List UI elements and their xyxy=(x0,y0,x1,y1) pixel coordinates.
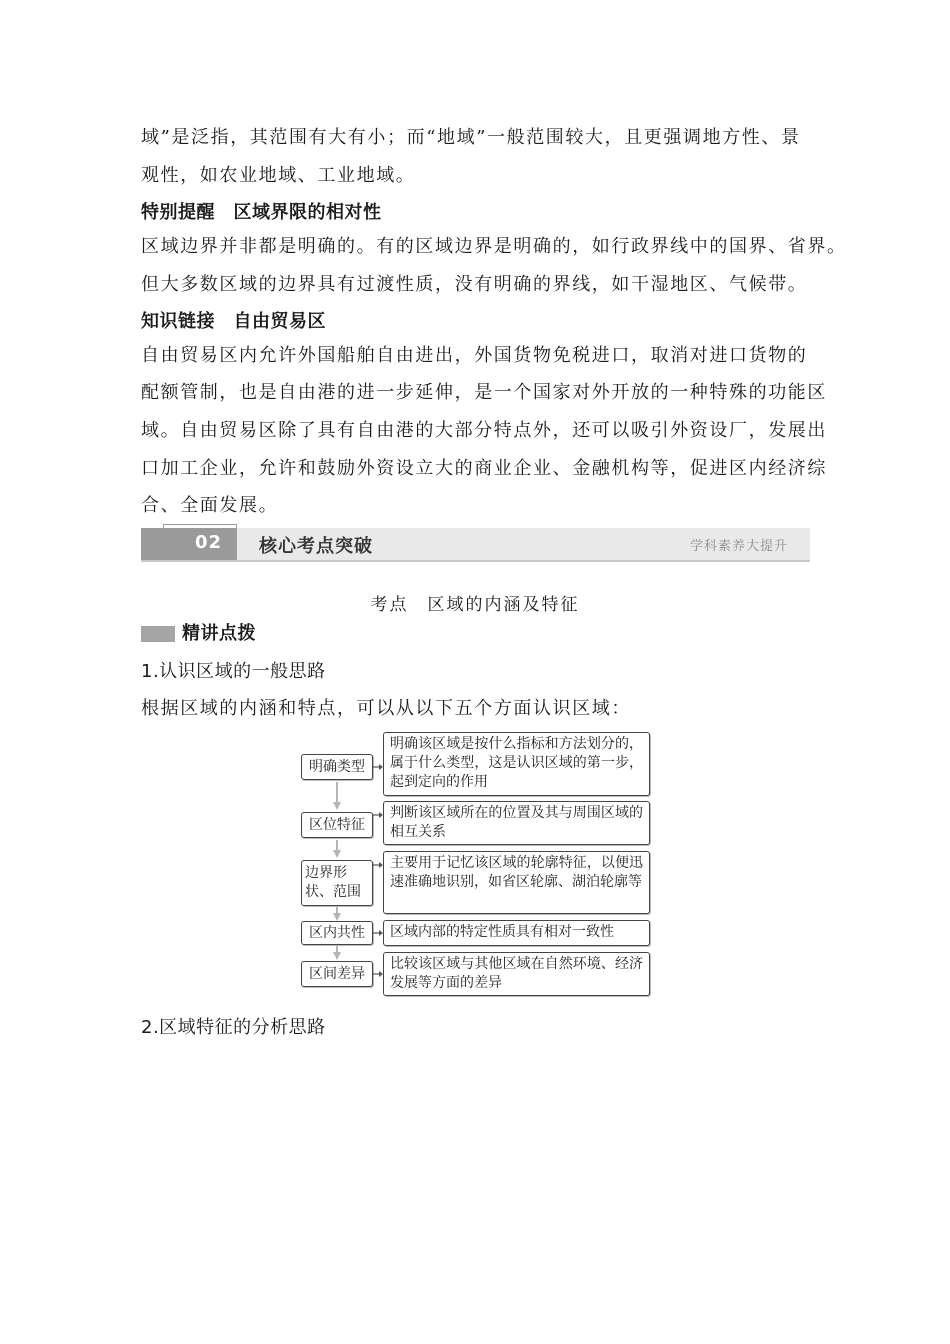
arrow-down-icon xyxy=(332,782,342,810)
topic-title: 考点 区域的内涵及特征 xyxy=(370,595,580,615)
arrow-right-icon xyxy=(373,969,383,979)
body-text-line: 自由贸易区内允许外国船舶自由进出，外国货物免税进口，取消对进口货物的 xyxy=(141,345,808,366)
reminder-heading: 特别提醒 区域界限的相对性 xyxy=(141,202,382,223)
arrow-down-icon xyxy=(332,840,342,858)
flow-desc-box: 判断该区域所在的位置及其与周围区域的相互关系 xyxy=(383,801,650,845)
banner-title: 核心考点突破 xyxy=(259,536,373,557)
banner-subtitle: 学科素养大提升 xyxy=(689,539,788,554)
banner-number: 02 xyxy=(195,532,223,553)
flow-label-box: 区位特征 xyxy=(301,812,373,838)
body-text-line: 域。自由贸易区除了具有自由港的大部分特点外，还可以吸引外资设厂，发展出 xyxy=(141,420,827,441)
flow-label-box: 区内共性 xyxy=(301,921,373,945)
section1-intro: 根据区域的内涵和特点，可以从以下五个方面认识区域： xyxy=(141,698,631,719)
flow-desc-box: 区域内部的特定性质具有相对一致性 xyxy=(383,920,650,946)
section2-heading: 2.区域特征的分析思路 xyxy=(141,1017,326,1038)
flow-label-box: 明确类型 xyxy=(301,754,373,780)
body-text-line: 合、全面发展。 xyxy=(141,495,279,516)
link-heading: 知识链接 自由贸易区 xyxy=(141,311,326,332)
flow-desc-box: 比较该区域与其他区域在自然环境、经济发展等方面的差异 xyxy=(383,952,650,996)
body-text-line: 配额管制，也是自由港的进一步延伸，是一个国家对外开放的一种特殊的功能区 xyxy=(141,382,827,403)
tag-label: 精讲点拨 xyxy=(182,623,256,644)
body-text-line: 但大多数区域的边界具有过渡性质，没有明确的界线，如干湿地区、气候带。 xyxy=(141,274,808,295)
banner-number-block xyxy=(141,528,237,560)
flow-label-box: 边界形状、范围 xyxy=(301,860,373,906)
arrow-right-icon xyxy=(373,928,383,938)
arrow-right-icon xyxy=(373,810,383,820)
tag-marker xyxy=(141,626,175,642)
arrow-right-icon xyxy=(373,762,383,772)
arrow-right-icon xyxy=(373,860,383,870)
flow-desc-box: 明确该区域是按什么指标和方法划分的，属于什么类型，这是认识区域的第一步，起到定向的作用 xyxy=(383,732,650,796)
flow-desc-box: 主要用于记忆该区域的轮廓特征，以便迅速准确地识别，如省区轮廓、湖泊轮廓等 xyxy=(383,851,650,914)
body-text-line: 口加工企业，允许和鼓励外资设立大的商业企业、金融机构等，促进区内经济综 xyxy=(141,458,827,479)
arrow-down-icon xyxy=(332,946,342,960)
body-text-line: 区域边界并非都是明确的。有的区域边界是明确的，如行政界线中的国界、省界。 xyxy=(141,236,847,257)
section-banner xyxy=(141,528,810,560)
flow-label-box: 区间差异 xyxy=(301,961,373,987)
body-text-line: 域”是泛指，其范围有大有小；而“地域”一般范围较大，且更强调地方性、景 xyxy=(141,127,801,148)
body-text-line: 观性，如农业地域、工业地域。 xyxy=(141,165,416,186)
section1-heading: 1.认识区域的一般思路 xyxy=(141,661,326,682)
arrow-down-icon xyxy=(332,907,342,921)
